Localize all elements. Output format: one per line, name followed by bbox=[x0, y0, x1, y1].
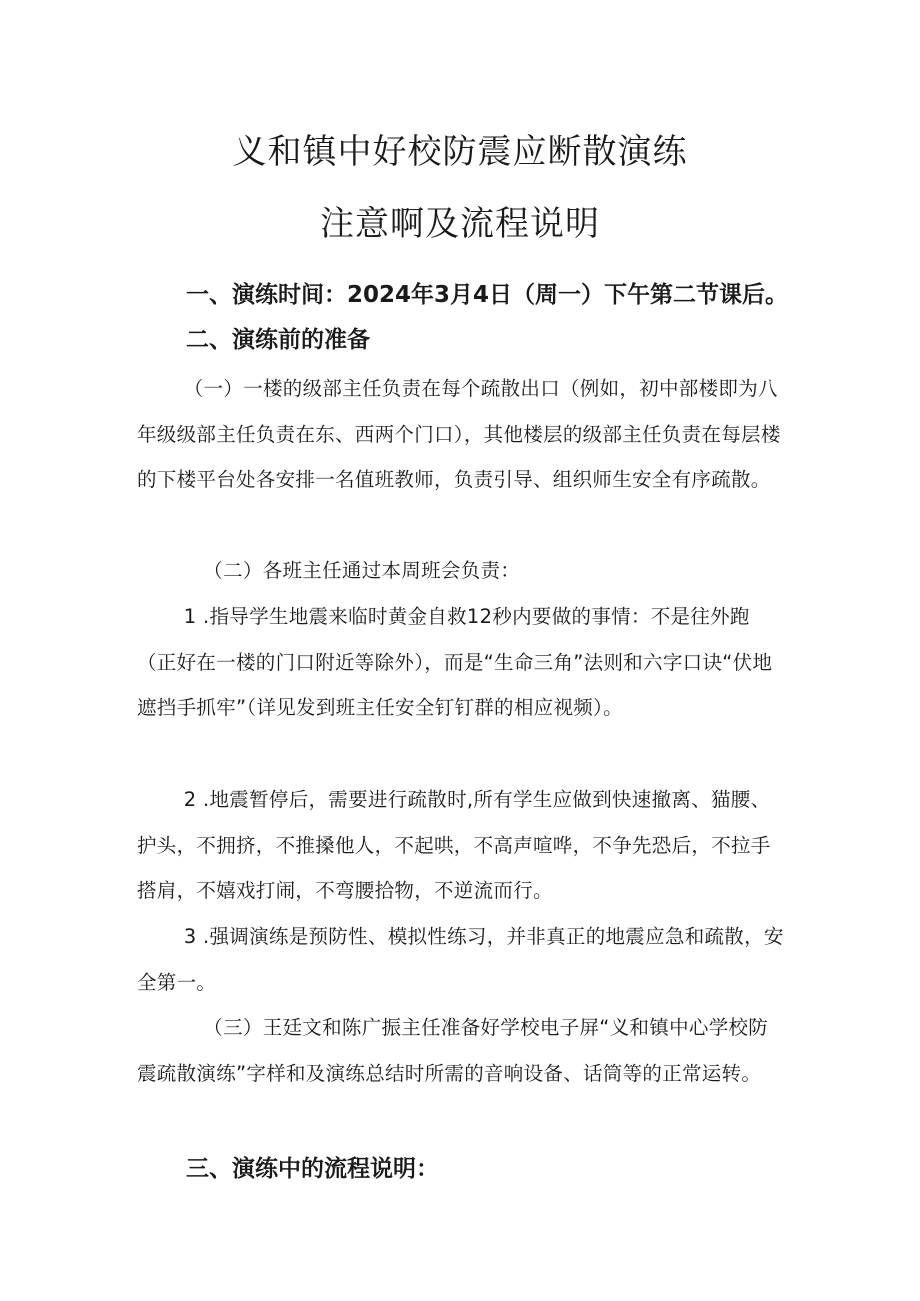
section-drill-time: 一、演练时间：2024年3月4日（周一）下午第二节课后。 bbox=[186, 282, 789, 308]
document-title-line-2: 注意啊及流程说明 bbox=[320, 204, 600, 244]
section-process-heading: 三、演练中的流程说明： bbox=[186, 1156, 439, 1182]
section-preparation-heading: 二、演练前的准备 bbox=[186, 327, 370, 353]
paragraph-point-2: 2 .地震暂停后，需要进行疏散时,所有学生应做到快速撤离、猫腰、护头，不拥挤，不推搡他人，不起哄，不高声喧哗，不争先恐后，不拉手搭肩，不嬉戏打闹，不弯腰拾物，不逆流而行。 bbox=[137, 788, 771, 902]
paragraph-item-3: （三）王廷文和陈广振主任准备好学校电子屏“义和镇中心学校防震疏散演练”字样和及演练总结时所需的音响设备、话筒等的正常运转。 bbox=[137, 1016, 769, 1085]
paragraph-item-2: （二）各班主任通过本周班会负责： bbox=[203, 559, 521, 582]
paragraph-point-1: 1 .指导学生地震来临时黄金自救12秒内要做的事情：不是往外跑（正好在一楼的门口附近等除外），而是“生命三角”法则和六字口诀“伏地遮挡手抓牢”（详见发到班主任安全钉钉群的相应视频）。 bbox=[137, 605, 773, 719]
paragraph-item-1: （一）一楼的级部主任负责在每个疏散出口（例如，初中部楼即为八年级级部主任负责在东、西两个门口），其他楼层的级部主任负责在每层楼的下楼平台处各安排一名值班教师，负责引导、组织师生安全有序疏散。 bbox=[137, 377, 781, 491]
paragraph-point-3: 3 .强调演练是预防性、模拟性练习，并非真正的地震应急和疏散，安全第一。 bbox=[137, 925, 784, 994]
document-title-line-1: 义和镇中好校防震应断散演练 bbox=[232, 132, 688, 172]
